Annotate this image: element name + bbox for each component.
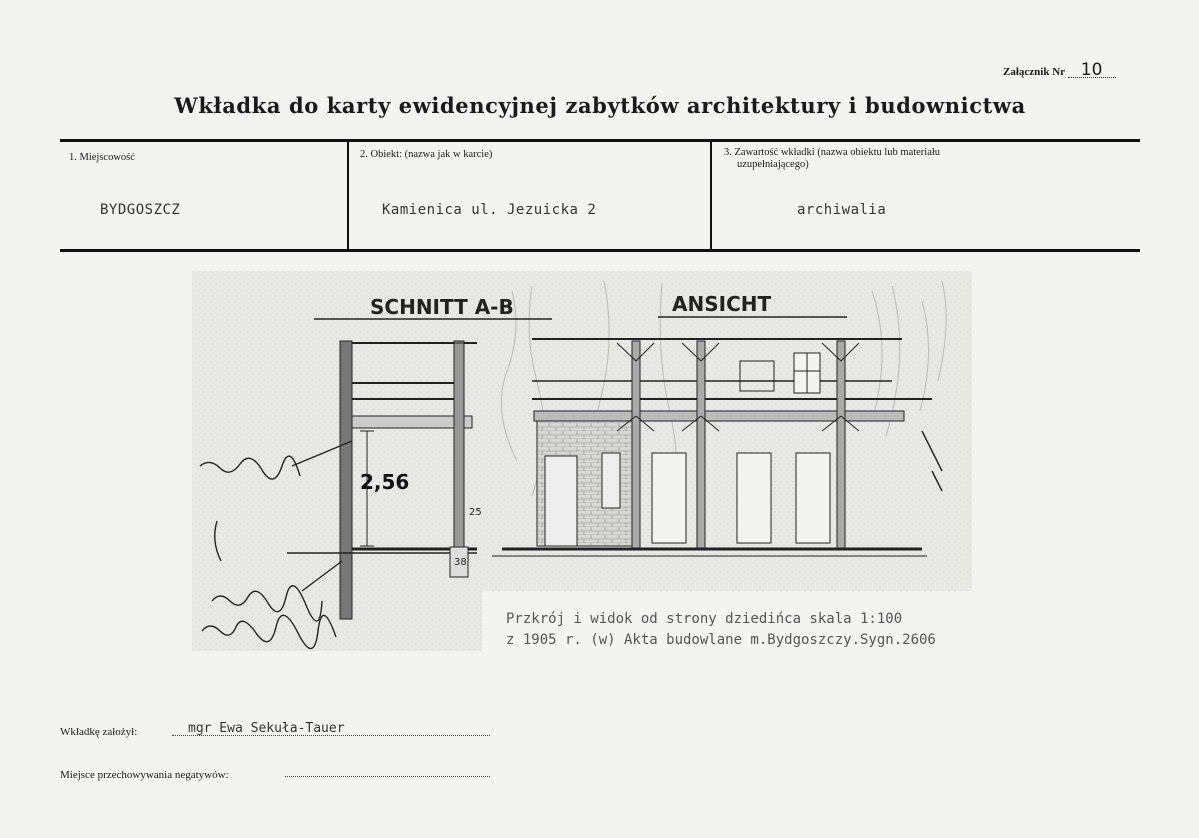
table-divider-1 (347, 141, 349, 252)
negatives-dots (285, 762, 490, 777)
founder-label: Wkładkę założył: (60, 726, 138, 738)
annex-number (1003, 60, 1116, 80)
annex-label: Załącznik Nr (1003, 66, 1065, 78)
field-content-label-line1: 3. Zawartość wkładki (nazwa obiektu lub materiału (724, 147, 941, 158)
height-dimension: 2,56 (360, 470, 410, 494)
field-locality-value: BYDGOSZCZ (100, 202, 181, 218)
field-object-label: 2. Obiekt: (nazwa jak w karcie) (360, 149, 493, 160)
table-bottom-rule (60, 249, 1140, 252)
view-label: ANSICHT (672, 292, 772, 316)
page-title: Wkładka do karty ewidencyjnej zabytków architektury i budownictwa (174, 93, 1026, 118)
drawing-caption (506, 609, 936, 651)
table-top-rule (60, 139, 1140, 142)
annex-number-value: 10 (1068, 63, 1116, 78)
field-content-label (724, 147, 940, 171)
caption-line-1: Przkrój i widok od strony dziedińca skala 1:100 (506, 611, 903, 627)
dimension-small: 25 (469, 507, 482, 518)
founder-value: mgr Ewa Sekuła-Tauer (188, 721, 345, 736)
caption-line-2: z 1905 r. (w) Akta budowlane m.Bydgoszczy.Sygn.2606 (506, 632, 936, 648)
field-locality-label: 1. Miejscowość (69, 152, 135, 163)
archival-drawing (192, 271, 972, 651)
dimension-base: 38 (454, 557, 467, 568)
table-divider-2 (710, 141, 712, 252)
section-label: SCHNITT A-B (370, 295, 514, 319)
field-content-value: archiwalia (797, 202, 887, 218)
field-object-value: Kamienica ul. Jezuicka 2 (382, 202, 597, 218)
field-content-label-line2: uzupełniającego) (737, 159, 809, 170)
negatives-label: Miejsce przechowywania negatywów: (60, 769, 229, 781)
